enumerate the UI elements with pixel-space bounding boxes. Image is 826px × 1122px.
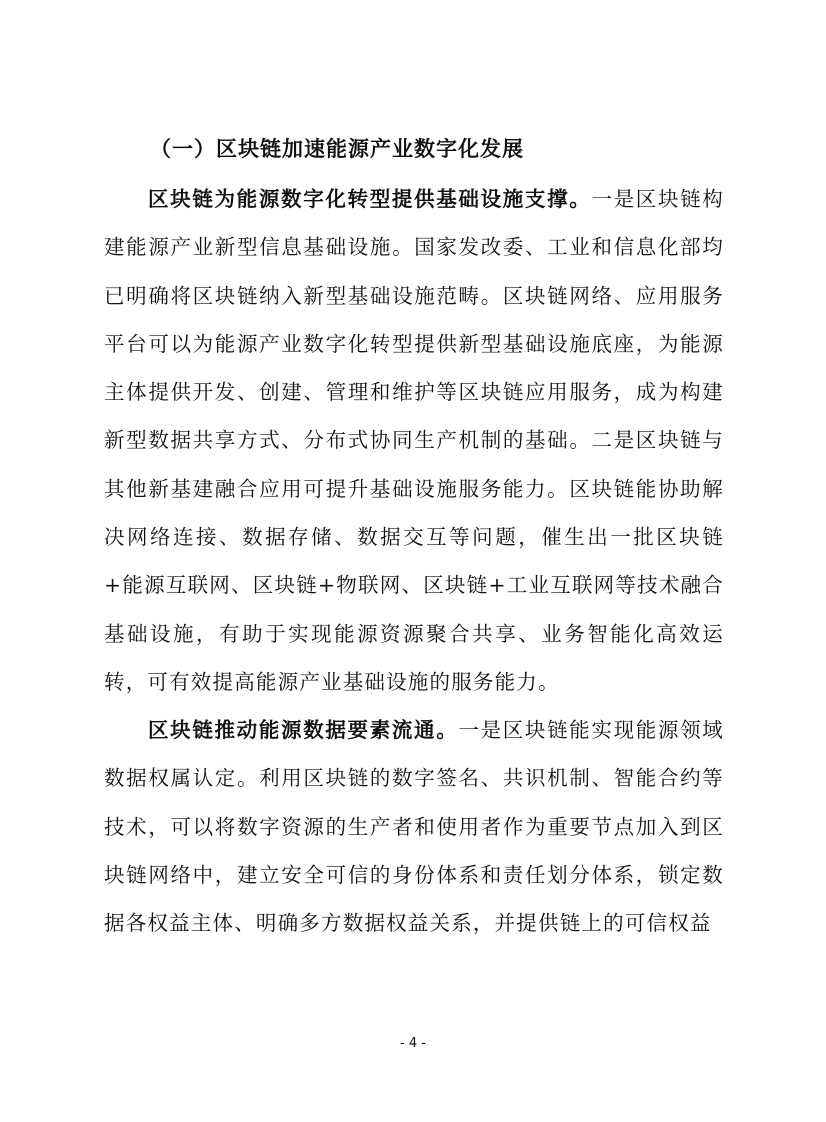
paragraph-lead: 区块链为能源数字化转型提供基础设施支撑。 (148, 187, 592, 211)
page-number: - 4 - (400, 1036, 426, 1051)
paragraph-data-circulation (104, 706, 724, 947)
paragraph-body: 一是区块链构建能源产业新型信息基础设施。国家发改委、工业和信息化部均已明确将区块链纳入新型基础设施范畴。区块链网络、应用服务平台可以为能源产业数字化转型提供新型基础设施底座，为能源主体提供开发、创建、管理和维护等区块链应用服务，成为构建新型数据共享方式、分布式协同生产机制的基础。二是区块链与其他新基建融合应用可提升基础设施服务能力。区块链能协助解决网络连接、数据存储、数据交互等问题，催生出一批区块链+能源互联网、区块链+物联网、区块链+工业互联网等技术融合基础设施，有助于实现能源资源聚合共享、业务智能化高效运转，可有效提高能源产业基础设施的服务能力。 (104, 187, 724, 694)
section-heading: （一）区块链加速能源产业数字化发展 (150, 137, 524, 161)
paragraph-body: 一是区块链能实现能源领域数据权属认定。利用区块链的数字签名、共识机制、智能合约等技术，可以将数字资源的生产者和使用者作为重要节点加入到区块链网络中，建立安全可信的身份体系和责任划分体系，锁定数据各权益主体、明确多方数据权益关系，并提供链上的可信权益 (104, 718, 724, 936)
paragraph-lead: 区块链推动能源数据要素流通。 (148, 718, 459, 742)
paragraph-infrastructure (104, 175, 724, 706)
